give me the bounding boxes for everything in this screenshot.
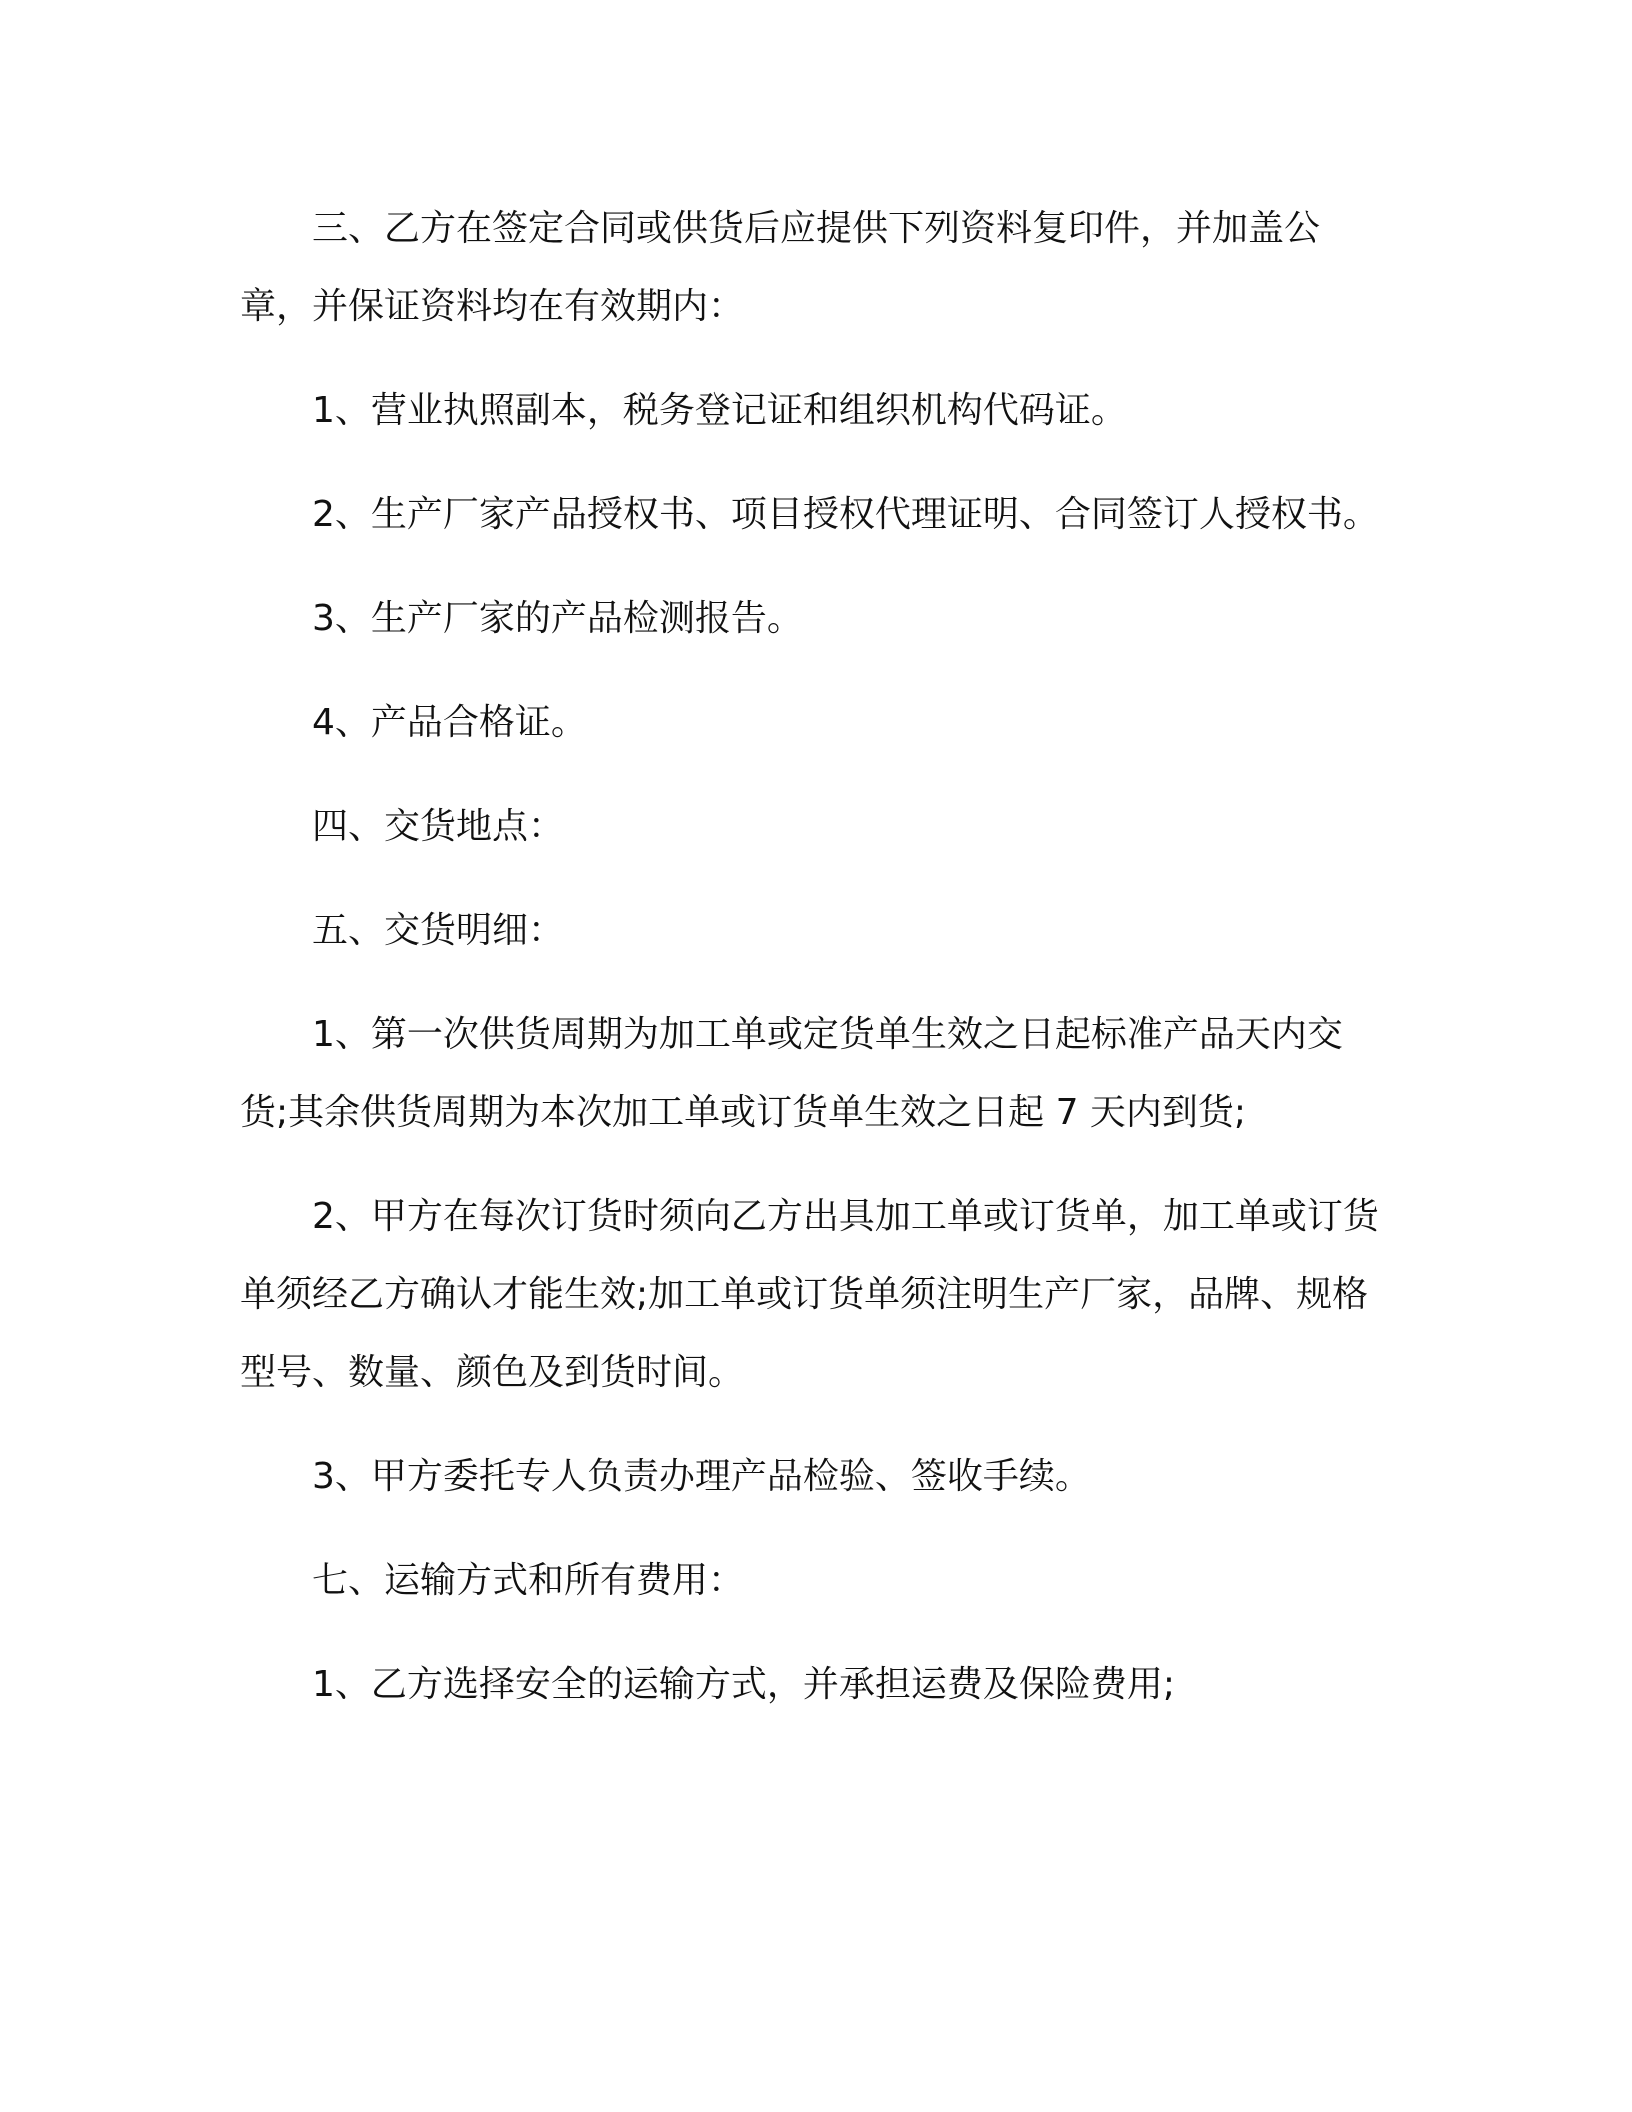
list-item-inspection-report: 3、生产厂家的产品检测报告。 bbox=[312, 598, 803, 639]
list-item-certificate: 4、产品合格证。 bbox=[312, 702, 587, 743]
section-5-heading: 五、交货明细： bbox=[312, 910, 565, 951]
list-item-order-form: 2、甲方在每次订货时须向乙方出具加工单或订货单，加工单或订货单须经乙方确认才能生效;加工单或订货单须注明生产厂家，品牌、规格型号、数量、颜色及到货时间。 bbox=[240, 1196, 1379, 1393]
section-7-heading: 七、运输方式和所有费用： bbox=[312, 1560, 745, 1601]
list-item-transport: 1、乙方选择安全的运输方式，并承担运费及保险费用; bbox=[312, 1664, 1176, 1705]
section-3-heading-paragraph: 三、乙方在签定合同或供货后应提供下列资料复印件，并加盖公章，并保证资料均在有效期内： bbox=[240, 208, 1321, 327]
document-body bbox=[240, 190, 1390, 1724]
list-item-supply-cycle: 1、第一次供货周期为加工单或定货单生效之日起标准产品天内交货;其余供货周期为本次加工单或订货单生效之日起 7 天内到货; bbox=[240, 1014, 1343, 1133]
list-item-authorization-letters: 2、生产厂家产品授权书、项目授权代理证明、合同签订人授权书。 bbox=[312, 494, 1379, 535]
section-4-heading: 四、交货地点： bbox=[312, 806, 565, 847]
list-item-business-license: 1、营业执照副本，税务登记证和组织机构代码证。 bbox=[312, 390, 1127, 431]
list-item-inspection-signoff: 3、甲方委托专人负责办理产品检验、签收手续。 bbox=[312, 1456, 1091, 1497]
